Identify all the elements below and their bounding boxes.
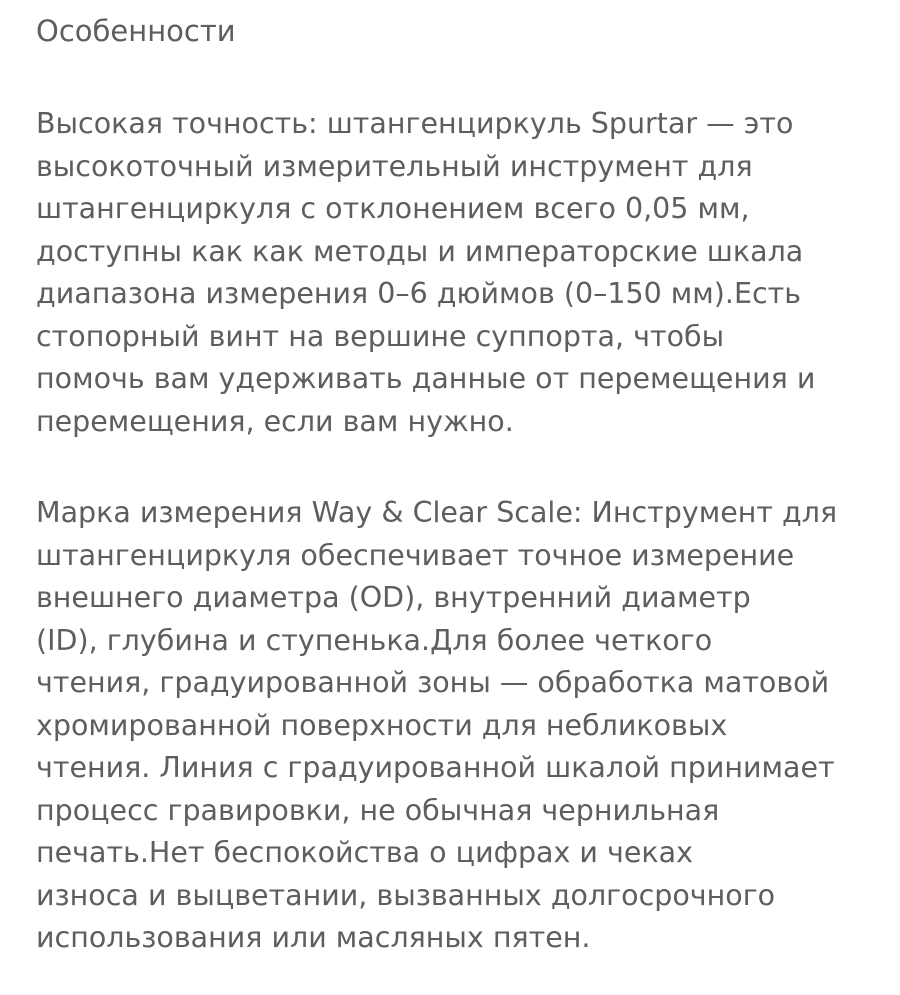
- paragraph-line: высокоточный измерительный инструмент для: [36, 149, 753, 183]
- paragraph-line: штангенциркуля обеспечивает точное измерение: [36, 538, 795, 572]
- section-heading: Особенности: [36, 14, 236, 48]
- paragraph-line: (ID), глубина и ступенька.Для более четкого: [36, 623, 713, 657]
- paragraph-line: доступны как как методы и императорские шкала: [36, 234, 804, 268]
- paragraph-scale: [36, 492, 896, 960]
- paragraph-line: хромированной поверхности для небликовых: [36, 708, 728, 742]
- paragraph-line: внешнего диаметра (OD), внутренний диаметр: [36, 581, 751, 614]
- paragraph-line: штангенциркуля с отклонением всего 0,05 мм,: [36, 192, 750, 225]
- paragraph-line: чтения, градуированной зоны — обработка матовой: [36, 666, 830, 699]
- paragraph-line: стопорный винт на вершине суппорта, чтобы: [36, 319, 725, 353]
- paragraph-line: помочь вам удерживать данные от перемещения и: [36, 362, 816, 395]
- paragraph-line: Высокая точность: штангенциркуль Spurtar — это: [36, 107, 794, 140]
- paragraph-line: износа и выцветании, вызванных долгосрочного: [36, 878, 776, 912]
- paragraph-line: печать.Нет беспокойства о цифрах и чеках: [36, 836, 693, 869]
- paragraph-line: процесс гравировки, не обычная чернильная: [36, 793, 720, 827]
- paragraph-line: диапазона измерения 0–6 дюймов (0–150 мм).Есть: [36, 277, 802, 310]
- paragraph-precision: [36, 103, 896, 443]
- paragraph-line: чтения. Линия с градуированной шкалой принимает: [36, 751, 835, 784]
- paragraph-line: Марка измерения Way & Clear Scale: Инструмент для: [36, 496, 838, 529]
- paragraph-line: перемещения, если вам нужно.: [36, 404, 514, 438]
- paragraph-line: использования или масляных пятен.: [36, 921, 591, 954]
